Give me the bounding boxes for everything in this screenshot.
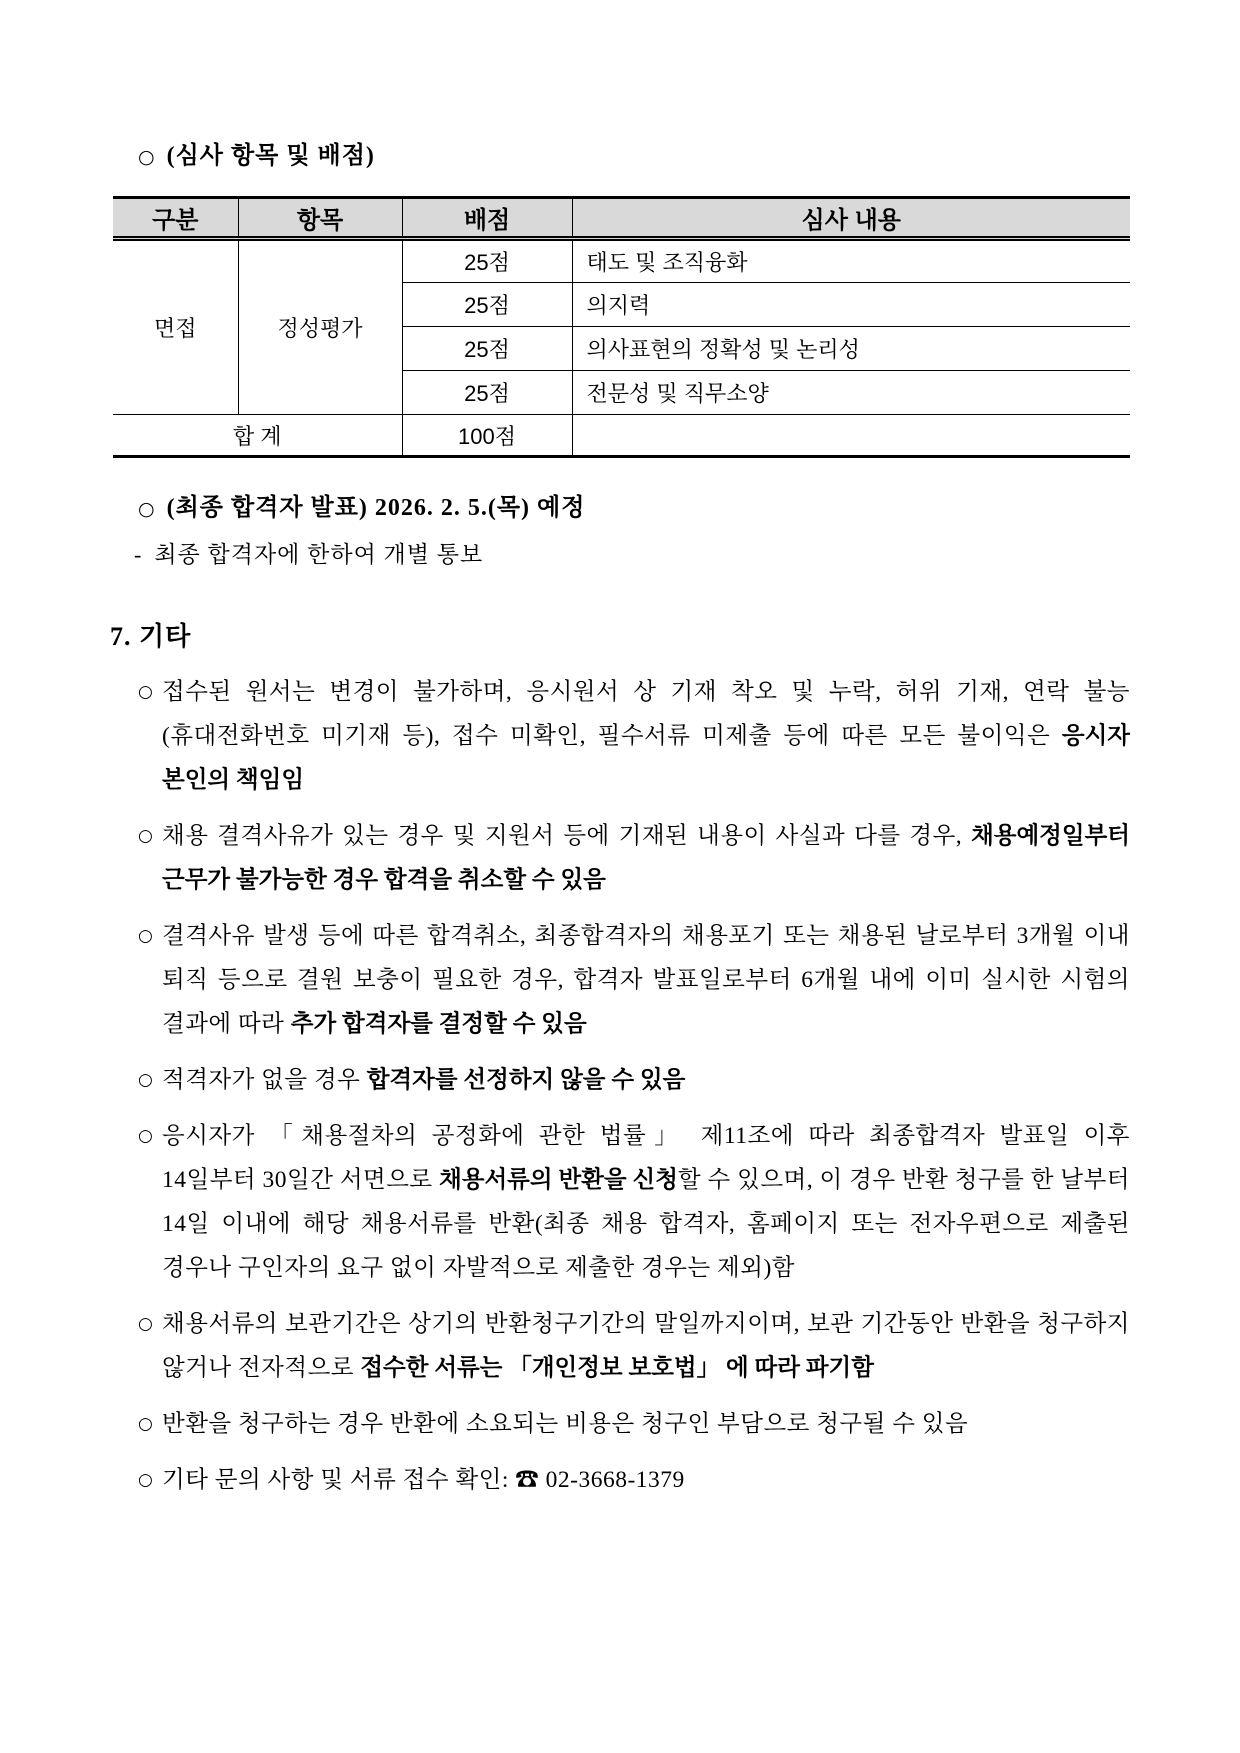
text-segment: 적격자가 없을 경우 xyxy=(162,1067,367,1093)
circle-bullet-marker: ○ xyxy=(138,498,156,520)
column-header-hangmok: 항목 xyxy=(238,198,402,239)
table-row xyxy=(113,239,1130,283)
circle-bullet-marker: ○ xyxy=(138,826,153,846)
misc-bullet-item xyxy=(110,914,1130,1046)
misc-bullet-item xyxy=(110,670,1130,802)
circle-bullet-marker: ○ xyxy=(138,1070,153,1090)
evaluation-heading xyxy=(138,140,1130,173)
text-segment: 채용예정일부터 근무가 불가능한 경우 합격을 취소할 수 있음 xyxy=(162,823,1130,893)
misc-bullet-item xyxy=(110,1458,1130,1502)
cell-total-points: 100점 xyxy=(402,415,572,457)
text-segment: 02-3668-1379 xyxy=(545,1467,685,1493)
cell-points: 25점 xyxy=(402,327,572,371)
cell-content: 의지력 xyxy=(572,283,1130,327)
dash-marker: - xyxy=(134,542,143,567)
misc-bullet-item xyxy=(110,814,1130,902)
bullet-text xyxy=(162,1402,1130,1446)
misc-bullet-item xyxy=(110,1402,1130,1446)
column-header-gubun: 구분 xyxy=(113,198,238,239)
cell-total-content xyxy=(572,415,1130,457)
bullet-text xyxy=(162,1058,1130,1102)
text-segment: 채용 결격사유가 있는 경우 및 지원서 등에 기재된 내용이 사실과 다를 경우, xyxy=(162,823,972,849)
circle-bullet-marker: ○ xyxy=(138,1414,153,1434)
misc-bullet-list xyxy=(110,670,1130,1502)
bullet-text xyxy=(162,1458,1130,1502)
individual-notice-line xyxy=(134,540,1130,569)
text-segment: 기타 문의 사항 및 서류 접수 확인: xyxy=(162,1467,516,1493)
final-announcement-line xyxy=(138,493,1130,524)
text-segment: 추가 합격자를 결정할 수 있음 xyxy=(290,1011,587,1037)
cell-content: 전문성 및 직무소양 xyxy=(572,371,1130,415)
text-segment: 결격사유 발생 등에 따른 합격취소, 최종합격자의 채용포기 또는 채용된 날로부터 3개월 이내 퇴직 등으로 결원 보충이 필요한 경우, 합격자 발표일로부터 6개월 내에 이미 실시한 시험의 결과에 따라 xyxy=(162,923,1130,1037)
circle-bullet-marker: ○ xyxy=(138,682,153,702)
misc-bullet-item xyxy=(110,1058,1130,1102)
text-segment: 채용서류의 반환을 신청 xyxy=(439,1167,678,1193)
cell-total-label: 합 계 xyxy=(113,415,402,457)
bullet-text xyxy=(162,814,1130,902)
column-header-simsa-naeyong: 심사 내용 xyxy=(572,198,1130,239)
cell-content: 의사표현의 정확성 및 논리성 xyxy=(572,327,1130,371)
circle-bullet-marker: ○ xyxy=(138,1314,153,1334)
cell-points: 25점 xyxy=(402,283,572,327)
misc-bullet-item xyxy=(110,1114,1130,1290)
column-header-baejeom: 배점 xyxy=(402,198,572,239)
bullet-text xyxy=(162,914,1130,1046)
text-segment: 응시자 본인의 책임임 xyxy=(162,723,1130,793)
table-total-row xyxy=(113,415,1130,457)
evaluation-heading-text: (심사 항목 및 배점) xyxy=(166,143,375,169)
table-header-row xyxy=(113,198,1130,239)
text-segment: 채용서류의 보관기간은 상기의 반환청구기간의 말일까지이며, 보관 기간동안 반환을 청구하지 않거나 전자적으로 xyxy=(162,1311,1130,1381)
misc-section-heading: 7. 기타 xyxy=(110,622,192,651)
bullet-text xyxy=(162,670,1130,802)
bullet-text xyxy=(162,1302,1130,1390)
text-segment: 응시자가 「채용절차의 공정화에 관한 법률」 제11조에 따라 최종합격자 발표일 이후 14일부터 30일간 서면으로 xyxy=(162,1123,1130,1193)
text-segment: 할 수 있으며, 이 경우 반환 청구를 한 날부터 14일 이내에 해당 채용서류를 반환(최종 채용 합격자, 홈페이지 또는 전자우편으로 제출된 경우나 구인자의 요구 없이 자발적으로 제출한 경우는 제외)함 xyxy=(162,1167,1131,1281)
individual-notice-text: 최종 합격자에 한하여 개별 통보 xyxy=(154,542,484,567)
circle-bullet-marker: ○ xyxy=(138,1470,153,1490)
cell-content: 태도 및 조직융화 xyxy=(572,239,1130,283)
circle-bullet-marker: ○ xyxy=(138,926,153,946)
text-segment: 합격자를 선정하지 않을 수 있음 xyxy=(366,1067,686,1093)
cell-points: 25점 xyxy=(402,371,572,415)
circle-bullet-marker: ○ xyxy=(138,1126,153,1146)
cell-group-myeonjeop: 면접 xyxy=(153,316,197,341)
misc-bullet-item xyxy=(110,1302,1130,1390)
cell-points: 25점 xyxy=(402,239,572,283)
circle-bullet-marker: ○ xyxy=(138,146,156,168)
final-announcement-text: (최종 합격자 발표) 2026. 2. 5.(목) 예정 xyxy=(166,495,586,521)
cell-category-jeongseong: 정성평가 xyxy=(238,239,402,415)
bullet-text xyxy=(162,1114,1130,1290)
text-segment: 접수된 원서는 변경이 불가하며, 응시원서 상 기재 착오 및 누락, 허위 기재, 연락 불능(휴대전화번호 미기재 등), 접수 미확인, 필수서류 미제출 등에 따른 모든 불이익은 xyxy=(162,679,1130,749)
evaluation-table xyxy=(113,196,1130,458)
text-segment: 반환을 청구하는 경우 반환에 소요되는 비용은 청구인 부담으로 청구될 수 있음 xyxy=(162,1411,969,1437)
phone-icon: ☎ xyxy=(515,1467,546,1493)
text-segment: 접수한 서류는 「개인정보 보호법」 에 따라 파기함 xyxy=(360,1355,874,1381)
